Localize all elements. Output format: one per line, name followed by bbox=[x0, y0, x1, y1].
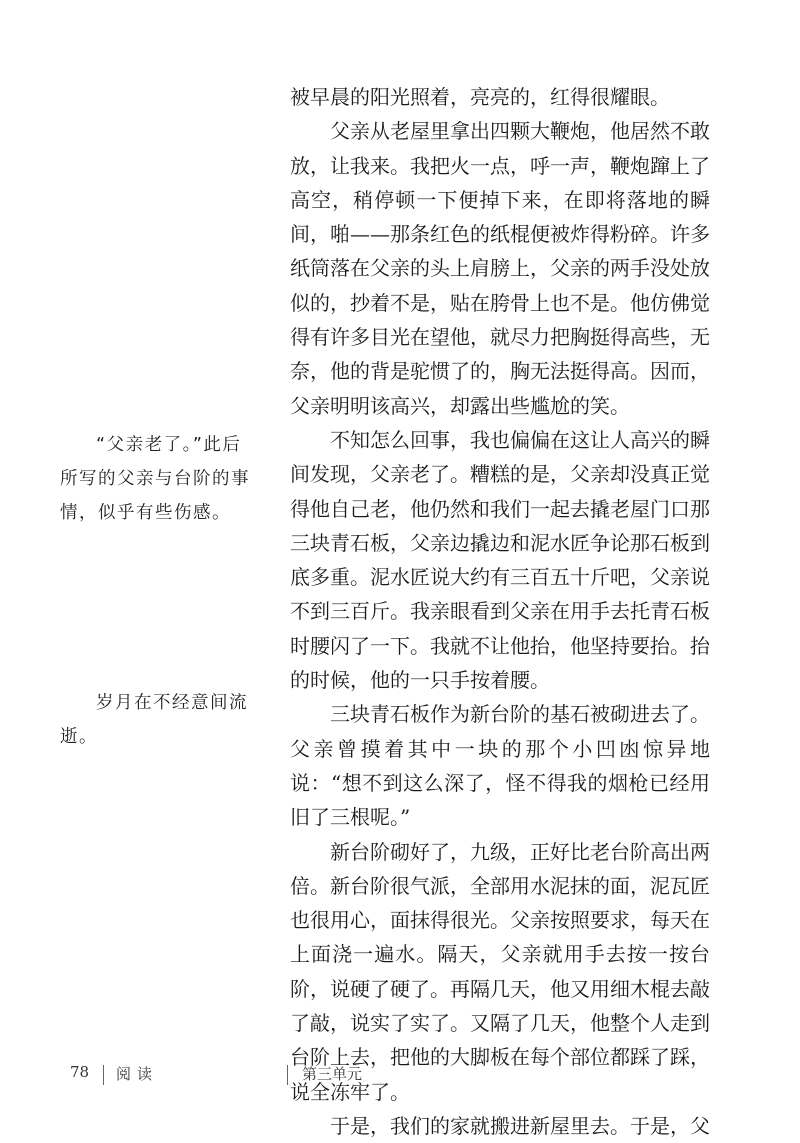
page-number: 78 bbox=[70, 1063, 90, 1081]
footer-divider bbox=[103, 1065, 104, 1085]
paragraph: 三块青石板作为新台阶的基石被砌进去了。父亲曾摸着其中一块的那个小凹凼惊异地说：“想不到这么深了，怪不得我的烟枪已经用旧了三根呢。” bbox=[290, 702, 710, 830]
margin-note: 岁月在不经意间流逝。 bbox=[60, 693, 248, 747]
main-text-column bbox=[290, 80, 710, 1143]
paragraph: 新台阶砌好了，九级，正好比老台阶高出两倍。新台阶很气派，全部用水泥抹的面，泥瓦匠也很用心，面抹得很光。父亲按照要求，每天在上面浇一遍水。隔天，父亲就用手去按一按台阶，说硬了硬了。再隔几天，他又用细木棍去敲了敲，说实了实了。又隔了几天，他整个人走到台阶上去，把他的大脚板在每个部位都踩了踩，说全冻牢了。 bbox=[290, 839, 710, 1104]
paragraph: 不知怎么回事，我也偏偏在这让人高兴的瞬间发现，父亲老了。糟糕的是，父亲却没真正觉得他自己老，他仍然和我们一起去撬老屋门口那三块青石板，父亲边撬边和泥水匠争论那石板到底多重。泥水匠说大约有三百五十斤吧，父亲说不到三百斤。我亲眼看到父亲在用手去托青石板时腰闪了一下。我就不让他抬，他坚持要抬。抬的时候，他的一只手按着腰。 bbox=[290, 427, 710, 693]
paragraph: 父亲从老屋里拿出四颗大鞭炮，他居然不敢放，让我来。我把火一点，呼一声，鞭炮蹿上了高空，稍停顿一下便掉下来，在即将落地的瞬间，啪——那条红色的纸棍便被炸得粉碎。许多纸筒落在父亲的头上肩膀上，父亲的两手没处放似的，抄着不是，贴在胯骨上也不是。他仿佛觉得有许多目光在望他，就尽力把胸挺得高些，无奈，他的背是驼惯了的，胸无法挺得高。因而，父亲明明该高兴，却露出些尴尬的笑。 bbox=[290, 119, 710, 418]
unit-title: 第三单元 bbox=[302, 1065, 363, 1083]
paragraph: 于是，我们的家就搬进新屋里去。于是，父 bbox=[330, 1113, 710, 1138]
page-footer bbox=[0, 1055, 800, 1095]
book-title: 阅读 bbox=[116, 1065, 159, 1083]
paragraph: 被早晨的阳光照着，亮亮的，红得很耀眼。 bbox=[290, 85, 670, 109]
margin-note: “父亲老了。”此后所写的父亲与台阶的事情，似乎有些伤感。 bbox=[60, 435, 250, 523]
footer-divider bbox=[287, 1065, 288, 1085]
